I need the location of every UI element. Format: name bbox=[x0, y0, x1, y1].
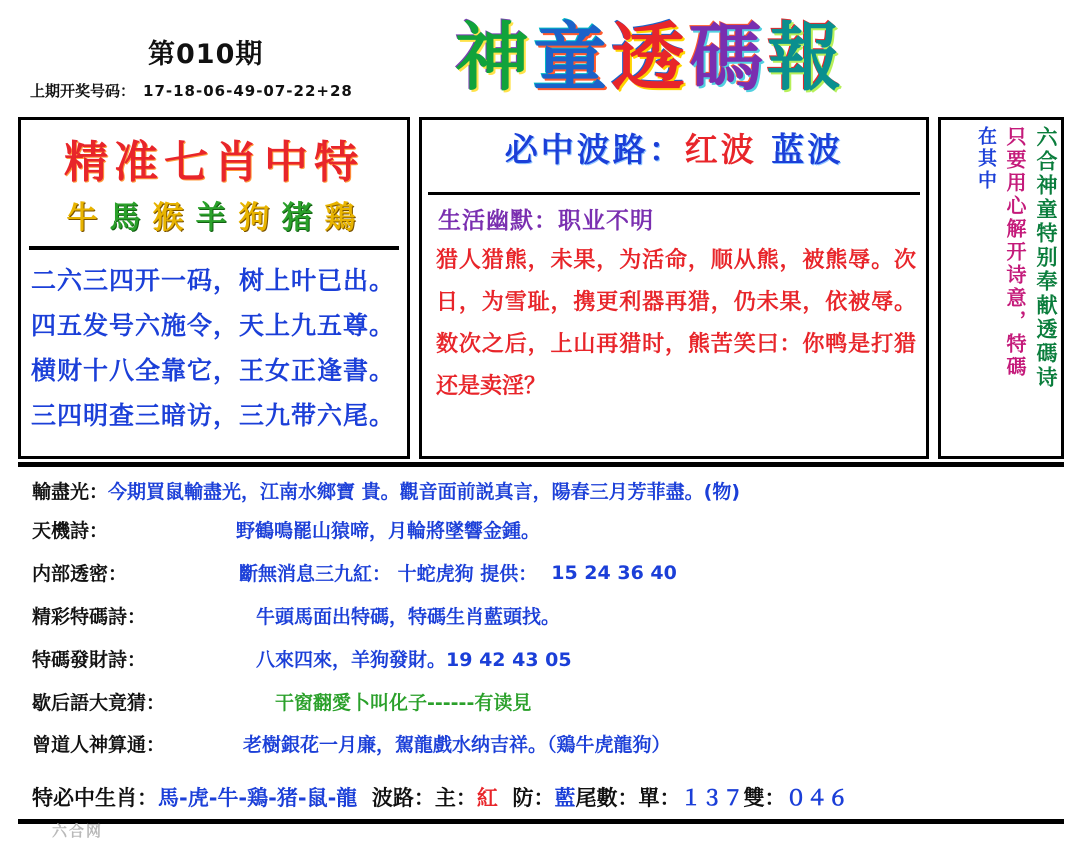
last-draw-numbers: 17-18-06-49-07-22+28 bbox=[143, 82, 353, 100]
zodiac-4: 羊 bbox=[195, 200, 233, 236]
right-panel-col-2: 只要用心解开诗意，特碼 bbox=[1003, 126, 1027, 379]
row-label: 内部透密： bbox=[32, 563, 128, 585]
summary-odd-values: １３７ bbox=[680, 786, 744, 810]
wave-blue: 蓝波 bbox=[771, 130, 844, 169]
verse-line-2: 四五发号六施令，天上九五尊。 bbox=[31, 311, 396, 340]
row-value: 干窗翻愛卜叫化子------有读見 bbox=[275, 692, 532, 714]
zodiac-7: 鶏 bbox=[324, 200, 362, 236]
row-value: 牛頭馬面出特碼，特碼生肖藍頭找。 bbox=[256, 606, 561, 628]
summary-label-odd: 單： bbox=[638, 786, 681, 810]
bottom-row-shujinguang bbox=[32, 477, 1078, 504]
middle-panel bbox=[419, 117, 929, 459]
row-label: 天機詩： bbox=[32, 520, 109, 542]
summary-label-main: 主： bbox=[434, 786, 477, 810]
bottom-summary-row bbox=[32, 782, 1078, 812]
summary-label-defend: 防： bbox=[512, 786, 555, 810]
row-value: 斷無消息三九紅： 十蛇虎狗 提供： bbox=[239, 563, 538, 585]
left-panel bbox=[18, 117, 410, 459]
bottom-panel bbox=[18, 462, 1064, 824]
watermark: 六合网 bbox=[52, 822, 104, 840]
bottom-row-tianjishi bbox=[32, 516, 1078, 543]
zodiac-3: 猴 bbox=[152, 200, 190, 236]
row-value: 八來四來，羊狗發財。19 42 43 05 bbox=[256, 649, 572, 671]
right-panel-col-1: 六合神童特别奉献透碼诗 bbox=[1034, 126, 1058, 390]
summary-label-zodiac: 特必中生肖： bbox=[32, 786, 158, 810]
masthead bbox=[455, 12, 1035, 104]
bottom-row-zengdaoren bbox=[32, 730, 1078, 757]
summary-label-tail: 尾數： bbox=[575, 786, 639, 810]
masthead-char-3: 透 bbox=[611, 15, 689, 101]
bottom-row-xiehouyu bbox=[32, 688, 1078, 715]
row-label: 特碼發財詩： bbox=[32, 649, 147, 671]
masthead-title bbox=[455, 12, 1035, 104]
summary-even-values: ０４６ bbox=[785, 786, 849, 810]
summary-defend-wave: 藍 bbox=[554, 786, 576, 810]
wave-red: 红波 bbox=[684, 130, 757, 169]
left-panel-zodiac-row bbox=[21, 192, 407, 237]
row-label: 歇后語大竟猜： bbox=[32, 692, 166, 714]
last-draw-line bbox=[30, 80, 353, 101]
row-value: 野鶴鳴罷山猿啼，月輪將墜響金鍾。 bbox=[236, 520, 541, 542]
row-label: 精彩特碼詩： bbox=[32, 606, 147, 628]
middle-panel-title bbox=[422, 124, 926, 171]
row-label: 輸盡光： bbox=[32, 481, 109, 503]
spacer-2 bbox=[498, 785, 513, 809]
humor-subtitle: 生活幽默：职业不明 bbox=[438, 208, 654, 234]
row-value-numbers: 15 24 36 40 bbox=[551, 561, 677, 584]
masthead-char-4: 碼 bbox=[689, 15, 767, 101]
bottom-row-temafacaishi bbox=[32, 645, 1078, 672]
bottom-row-neibutoumi bbox=[32, 559, 1078, 586]
issue-number: 第010期 bbox=[148, 39, 264, 70]
left-panel-divider bbox=[29, 246, 399, 250]
verse-line-1: 二六三四开一码，树上叶已出。 bbox=[31, 266, 396, 295]
summary-label-even: 雙： bbox=[743, 786, 786, 810]
summary-label-wave: 波路： bbox=[371, 786, 435, 810]
zodiac-6: 猪 bbox=[281, 200, 319, 236]
spacer-1 bbox=[357, 785, 372, 809]
summary-main-wave: 紅 bbox=[476, 786, 498, 810]
verse-line-3: 横财十八全靠它，王女正逢書。 bbox=[31, 356, 396, 385]
wave-spacer bbox=[757, 130, 772, 169]
verse-line-4: 三四明查三暗访，三九带六尾。 bbox=[31, 401, 396, 430]
wave-title-prefix: 必中波路： bbox=[504, 130, 685, 169]
masthead-char-2: 童 bbox=[533, 15, 611, 101]
row-label: 曾道人神算通： bbox=[32, 734, 166, 756]
right-panel-col-3: 在其中 bbox=[975, 126, 997, 192]
masthead-char-1: 神 bbox=[455, 15, 533, 101]
bottom-row-jingcaitemashi bbox=[32, 602, 1078, 629]
row-value: 老樹銀花一月廉，駕龍戲水纳吉祥。（鶏牛虎龍狗） bbox=[243, 734, 671, 756]
masthead-char-5: 報 bbox=[767, 15, 845, 101]
summary-zodiacs: 馬-虎-牛-鶏-猪-鼠-龍 bbox=[158, 786, 358, 810]
zodiac-2: 馬 bbox=[109, 200, 147, 236]
humor-body: 猎人猎熊，未果，为活命，顺从熊，被熊辱。次日，为雪耻，携更利器再猎，仍未果，依被辱。数次之后，上山再猎时，熊苦笑曰：你鸭是打猎还是卖淫？ bbox=[436, 248, 916, 399]
zodiac-5: 狗 bbox=[238, 200, 276, 236]
left-panel-verse bbox=[31, 258, 403, 438]
row-value: 今期買鼠輸盡光，江南水鄉寶 貴。觀音面前説真言，陽春三月芳菲盡。(物) bbox=[108, 481, 740, 503]
middle-panel-divider bbox=[428, 192, 920, 195]
right-panel bbox=[938, 117, 1064, 459]
left-panel-title: 精准七肖中特 bbox=[64, 137, 364, 188]
zodiac-1: 牛 bbox=[66, 200, 104, 236]
last-draw-label: 上期开奖号码： bbox=[30, 82, 136, 100]
